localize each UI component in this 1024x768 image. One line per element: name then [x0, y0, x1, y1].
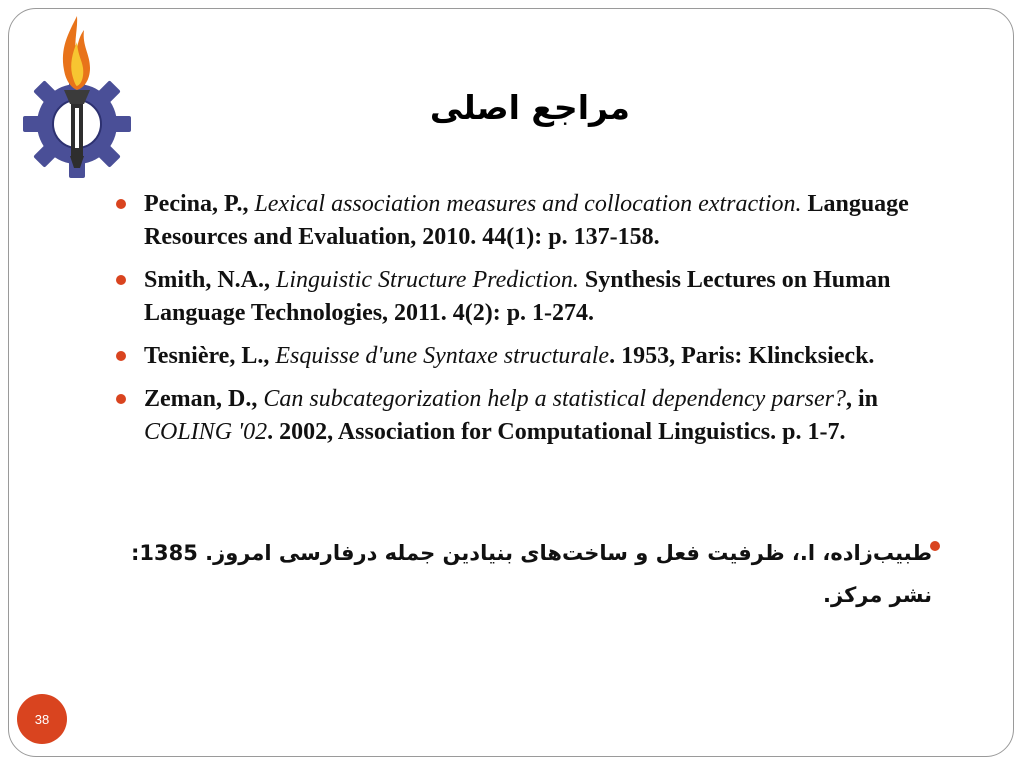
bullet-icon: [116, 351, 126, 361]
persian-reference: طبیب‌زاده، ا.، ظرفیت فعل و ساخت‌های بنیادین جمله درفارسی امروز. 1385: نشر مرکز.: [131, 541, 932, 607]
reference-authors: Tesnière, L.,: [144, 343, 276, 369]
reference-connector: , in: [845, 386, 878, 412]
reference-authors: Smith, N.A.,: [144, 267, 277, 293]
reference-item: [116, 188, 966, 254]
reference-details: . 1953, Paris: Klincksieck.: [609, 343, 875, 369]
reference-details: Language Resources and Evaluation, 2010. 44(1): p. 137-158.: [144, 191, 909, 250]
bullet-icon: [116, 275, 126, 285]
reference-venue: COLING '02: [144, 419, 268, 445]
reference-work-title: Linguistic Structure Prediction.: [276, 267, 579, 293]
reference-item: [116, 340, 966, 373]
bullet-icon: [116, 199, 126, 209]
reference-work-title: Can subcategorization help a statistical dependency parser?: [263, 386, 846, 412]
reference-authors: Pecina, P.,: [144, 191, 255, 217]
reference-work-title: Esquisse d'une Syntaxe structurale: [275, 343, 610, 369]
reference-work-title: Lexical association measures and collocation extraction.: [254, 191, 802, 217]
page-number-badge: 38: [17, 694, 67, 744]
reference-details: . 2002, Association for Computational Linguistics. p. 1-7.: [267, 419, 846, 445]
reference-item: [116, 264, 966, 330]
reference-authors: Zeman, D.,: [144, 386, 264, 412]
bullet-icon: [116, 394, 126, 404]
reference-list: [116, 188, 966, 459]
reference-item: [116, 383, 966, 449]
slide-title: مراجع اصلی: [429, 88, 630, 127]
gear-torch-logo-icon: [20, 12, 134, 184]
reference-details: Synthesis Lectures on Human Language Technologies, 2011. 4(2): p. 1-274.: [144, 267, 891, 326]
